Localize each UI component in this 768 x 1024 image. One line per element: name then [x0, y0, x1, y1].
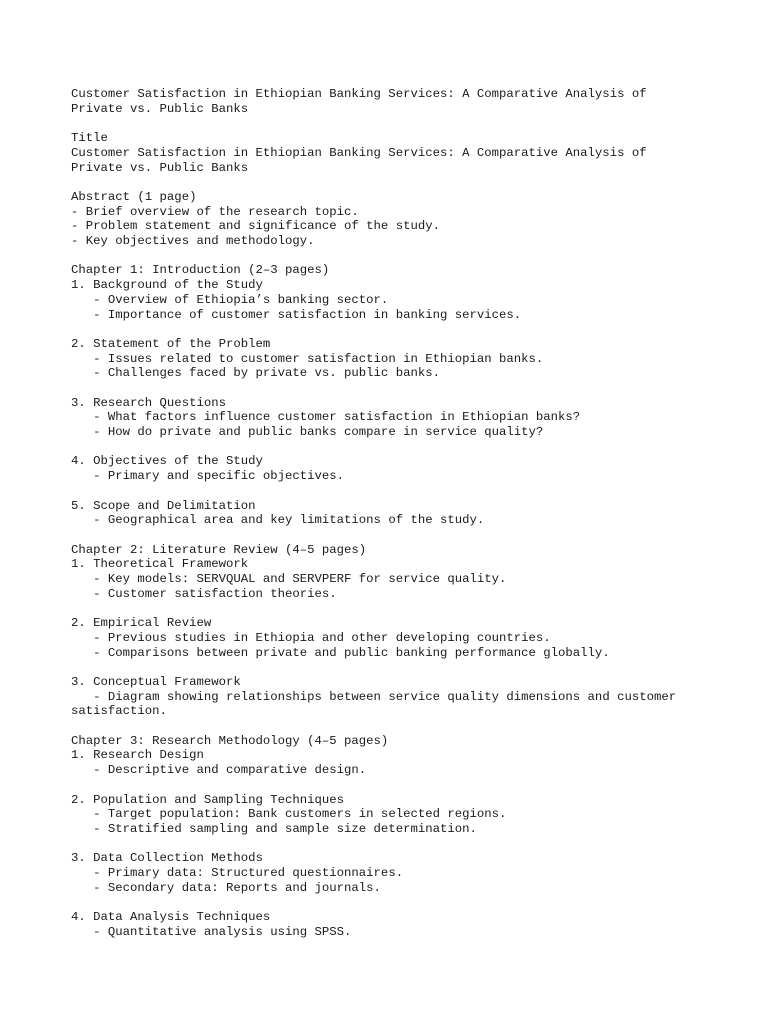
text-line: satisfaction. — [71, 704, 167, 719]
bullet-line: - Overview of Ethiopia’s banking sector. — [71, 292, 389, 307]
paragraph-gap — [71, 660, 731, 675]
numbered-item: 1. Theoretical Framework — [71, 557, 249, 572]
bullet-line: - Primary and specific objectives. — [71, 469, 345, 484]
paragraph-gap — [71, 175, 731, 190]
chapter-3-section-4 — [71, 910, 731, 939]
chapter-2-section-1 — [71, 543, 731, 602]
paragraph-gap — [71, 484, 731, 499]
bullet-line: - Geographical area and key limitations of the study. — [71, 513, 485, 528]
chapter-3-section-3 — [71, 851, 731, 895]
paragraph-gap — [71, 895, 731, 910]
chapter-heading: Chapter 1: Introduction (2–3 pages) — [71, 263, 330, 278]
numbered-item: 1. Background of the Study — [71, 278, 263, 293]
bullet-line: - Issues related to customer satisfaction in Ethiopian banks. — [71, 351, 544, 366]
chapter-2-section-2 — [71, 616, 731, 660]
numbered-item: 2. Statement of the Problem — [71, 336, 271, 351]
bullet-line: - Key objectives and methodology. — [71, 234, 315, 248]
paragraph-gap — [71, 837, 731, 852]
bullet-line: - Key models: SERVQUAL and SERVPERF for service quality. — [71, 572, 507, 587]
heading-line: Customer Satisfaction in Ethiopian Banking Services: A Comparative Analysis of — [71, 87, 647, 101]
bullet-line: - What factors influence customer satisfaction in Ethiopian banks? — [71, 410, 581, 425]
numbered-item: 2. Population and Sampling Techniques — [71, 792, 345, 807]
section-heading: Title — [71, 131, 108, 146]
bullet-line: - How do private and public banks compare in service quality? — [71, 425, 544, 440]
text-line: Customer Satisfaction in Ethiopian Banking Services: A Comparative Analysis of — [71, 145, 647, 160]
bullet-line: - Quantitative analysis using SPSS. — [71, 924, 352, 939]
numbered-item: 2. Empirical Review — [71, 616, 212, 631]
paragraph-gap — [71, 322, 731, 337]
bullet-line: - Previous studies in Ethiopia and other developing countries. — [71, 630, 551, 645]
doc-heading — [71, 87, 731, 116]
chapter-1-section-5 — [71, 499, 731, 528]
chapter-1-section-4 — [71, 454, 731, 483]
title-section — [71, 131, 731, 175]
bullet-line: - Importance of customer satisfaction in banking services. — [71, 307, 522, 322]
paragraph-gap — [71, 116, 731, 131]
numbered-item: 3. Conceptual Framework — [71, 674, 241, 689]
paragraph-gap — [71, 381, 731, 396]
numbered-item: 4. Data Analysis Techniques — [71, 910, 271, 925]
paragraph-gap — [71, 249, 731, 264]
bullet-line: - Challenges faced by private vs. public banks. — [71, 366, 440, 381]
chapter-2-section-3 — [71, 675, 731, 719]
chapter-3-section-1 — [71, 734, 731, 778]
numbered-item: 3. Research Questions — [71, 395, 226, 410]
paragraph-gap — [71, 601, 731, 616]
bullet-line: - Stratified sampling and sample size determination. — [71, 821, 477, 836]
numbered-item: 3. Data Collection Methods — [71, 851, 263, 866]
bullet-line: - Target population: Bank customers in selected regions. — [71, 807, 507, 822]
chapter-1-section-2 — [71, 337, 731, 381]
paragraph-gap — [71, 719, 731, 734]
bullet-line: - Descriptive and comparative design. — [71, 763, 367, 778]
abstract-section — [71, 190, 731, 249]
bullet-line: - Problem statement and significance of the study. — [71, 219, 440, 234]
document-page — [71, 87, 731, 940]
bullet-line: - Secondary data: Reports and journals. — [71, 880, 381, 895]
numbered-item: 4. Objectives of the Study — [71, 454, 263, 469]
paragraph-gap — [71, 528, 731, 543]
bullet-line: - Comparisons between private and public banking performance globally. — [71, 645, 610, 660]
paragraph-gap — [71, 778, 731, 793]
bullet-line: - Primary data: Structured questionnaires. — [71, 866, 404, 881]
chapter-heading: Chapter 3: Research Methodology (4–5 pages) — [71, 733, 389, 748]
chapter-3-section-2 — [71, 793, 731, 837]
bullet-line: - Customer satisfaction theories. — [71, 586, 337, 601]
section-heading: Abstract (1 page) — [71, 189, 197, 204]
numbered-item: 5. Scope and Delimitation — [71, 498, 256, 513]
paragraph-gap — [71, 440, 731, 455]
bullet-line: - Diagram showing relationships between service quality dimensions and customer — [71, 689, 677, 704]
heading-line: Private vs. Public Banks — [71, 101, 249, 116]
bullet-line: - Brief overview of the research topic. — [71, 204, 359, 219]
text-line: Private vs. Public Banks — [71, 160, 249, 175]
chapter-1-section-3 — [71, 396, 731, 440]
numbered-item: 1. Research Design — [71, 748, 204, 763]
chapter-heading: Chapter 2: Literature Review (4–5 pages) — [71, 542, 367, 557]
chapter-1-section-1 — [71, 263, 731, 322]
